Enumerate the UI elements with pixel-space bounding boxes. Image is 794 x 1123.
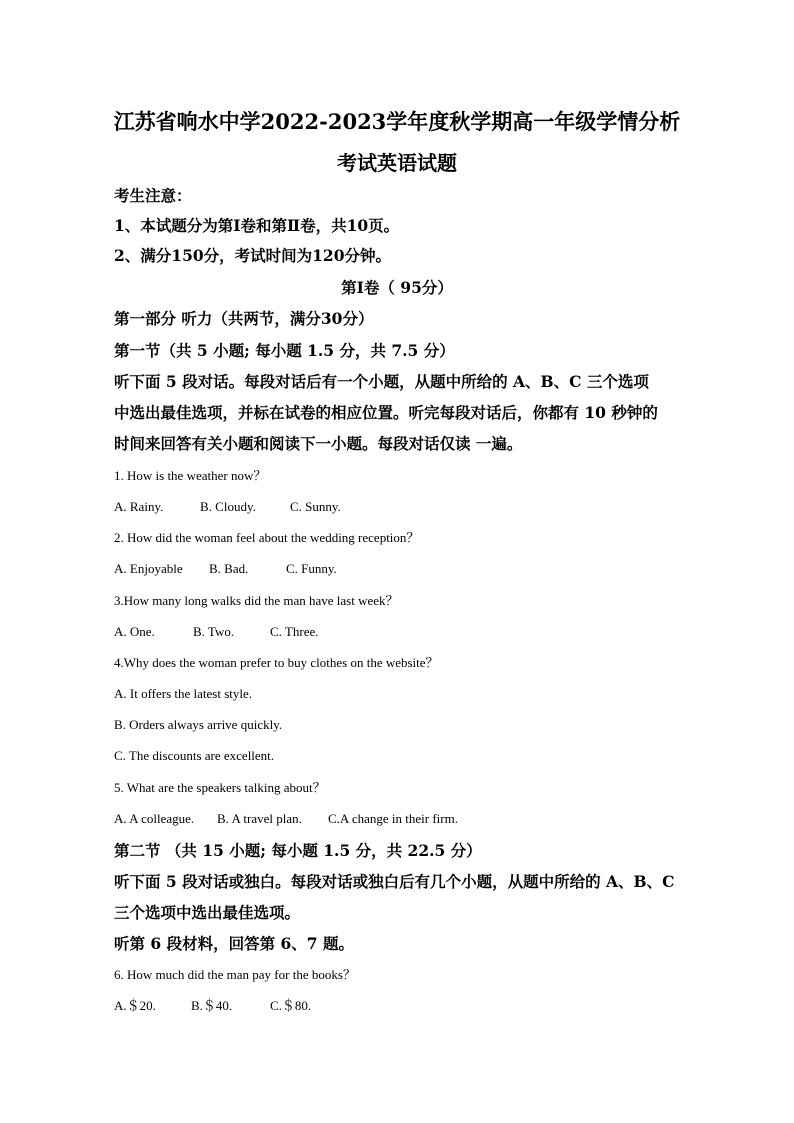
exam-title-line2: 考试英语试题: [337, 151, 457, 175]
option-a: A. Enjoyable: [114, 561, 183, 576]
volume1-heading: 第Ⅰ卷（ 95分）: [341, 278, 453, 297]
question-stem: 4.Why does the woman prefer to buy clothes on the website？: [114, 655, 439, 670]
option-b: B.＄40.: [191, 998, 233, 1013]
option-a: A. Rainy.: [114, 499, 164, 514]
section1-heading: 第一节（共 5 小题; 每小题 1.5 分，共 7.5 分）: [114, 341, 455, 360]
question-stem: 2. How did the woman feel about the wedding reception？: [114, 530, 420, 545]
option-a: A. It offers the latest style.: [114, 686, 253, 701]
section1-instruction-line1: 听下面 5 段对话。每段对话后有一个小题，从题中所给的 A、B、C 三个选项: [114, 372, 649, 391]
option-c: C. The discounts are excellent.: [114, 748, 275, 763]
option-c: C.A change in their firm.: [328, 811, 458, 826]
option-a: A. A colleague.: [114, 811, 195, 826]
notice-heading: 考生注意：: [114, 186, 192, 205]
part1-heading: 第一部分 听力（共两节，满分30分）: [114, 309, 374, 328]
material-6-heading: 听第 6 段材料，回答第 6、7 题。: [114, 934, 354, 953]
option-a: A.＄20.: [114, 998, 156, 1013]
option-c: C. Sunny.: [290, 499, 341, 514]
notice-item-1: 1、本试题分为第Ⅰ卷和第Ⅱ卷，共10页。: [114, 216, 400, 235]
option-c: C.＄80.: [270, 998, 312, 1013]
option-c: C. Funny.: [286, 561, 337, 576]
question-stem: 3.How many long walks did the man have last week？: [114, 593, 399, 608]
section2-instruction-line2: 三个选项中选出最佳选项。: [114, 903, 301, 922]
question-stem: 5. What are the speakers talking about？: [114, 780, 326, 795]
section2-instruction-line1: 听下面 5 段对话或独白。每段对话或独白后有几个小题，从题中所给的 A、B、C: [114, 872, 675, 891]
option-b: B. Orders always arrive quickly.: [114, 717, 283, 732]
question-stem: 1. How is the weather now？: [114, 468, 267, 483]
option-b: B. Bad.: [209, 561, 249, 576]
option-b: B. Cloudy.: [200, 499, 256, 514]
notice-item-2: 2、满分150分，考试时间为120分钟。: [114, 246, 391, 265]
option-b: B. A travel plan.: [217, 811, 302, 826]
section1-instruction-line2: 中选出最佳选项，并标在试卷的相应位置。听完每段对话后，你都有 10 秒钟的: [114, 403, 658, 422]
question-stem: 6. How much did the man pay for the books？: [114, 967, 356, 982]
section2-heading: 第二节 （共 15 小题; 每小题 1.5 分，共 22.5 分）: [114, 841, 482, 860]
exam-title-line1: 江苏省响水中学2022-2023学年度秋学期高一年级学情分析: [113, 109, 681, 134]
section1-instruction-line3: 时间来回答有关小题和阅读下一小题。每段对话仅读 一遍。: [114, 434, 523, 453]
option-b: B. Two.: [193, 624, 235, 639]
option-c: C. Three.: [270, 624, 319, 639]
option-a: A. One.: [114, 624, 155, 639]
